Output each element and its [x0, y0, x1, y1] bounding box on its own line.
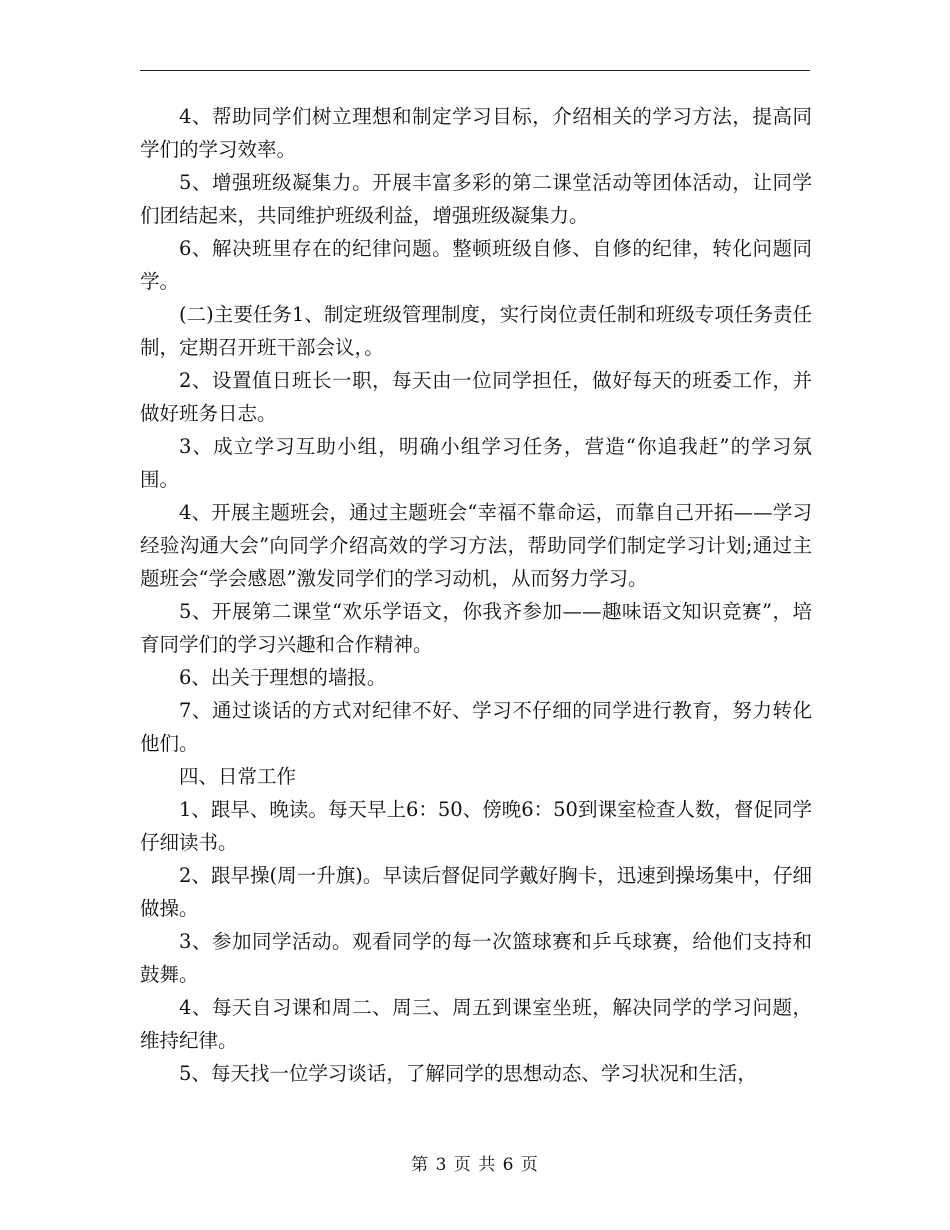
paragraph: 6、出关于理想的墙报。	[179, 666, 387, 689]
paragraph: 4、帮助同学们树立理想和制定学习目标，介绍相关的学习方法，提高同学们的学习效率。	[140, 105, 812, 161]
paragraph: 4、开展主题班会，通过主题班会“幸福不靠命运，而靠自己开拓——学习经验沟通大会”向同学介绍高效的学习方法，帮助同学们制定学习计划;通过主题班会“学会感恩”激发同学们的学习动机，从而努力学习。	[140, 501, 812, 590]
paragraph: 5、每天找一位学习谈话，了解同学的思想动态、学习状况和生活，	[179, 1062, 757, 1085]
paragraph: 7、通过谈话的方式对纪律不好、学习不仔细的同学进行教育，努力转化他们。	[140, 699, 812, 755]
paragraph: 5、开展第二课堂“欢乐学语文，你我齐参加——趣味语文知识竞赛”，培育同学们的学习兴趣和合作精神。	[140, 600, 812, 656]
paragraph: 3、成立学习互助小组，明确小组学习任务，营造“你追我赶”的学习氛围。	[140, 435, 812, 491]
section-heading: 四、日常工作	[179, 765, 297, 788]
paragraph: 5、增强班级凝集力。开展丰富多彩的第二课堂活动等团体活动，让同学们团结起来，共同维护班级利益，增强班级凝集力。	[140, 171, 812, 227]
paragraph: 3、参加同学活动。观看同学的每一次篮球赛和乒乓球赛，给他们支持和鼓舞。	[140, 930, 812, 986]
paragraph: (二)主要任务1、制定班级管理制度，实行岗位责任制和班级专项任务责任制，定期召开班干部会议，。	[140, 303, 812, 359]
paragraph: 2、设置值日班长一职，每天由一位同学担任，做好每天的班委工作，并做好班务日志。	[140, 369, 812, 425]
header-rule	[140, 70, 810, 71]
paragraph: 4、每天自习课和周二、周三、周五到课室坐班，解决同学的学习问题，维持纪律。	[140, 996, 812, 1052]
page-number: 第 3 页 共 6 页	[411, 1155, 539, 1175]
paragraph: 2、跟早操(周一升旗)。早读后督促同学戴好胸卡，迅速到操场集中，仔细做操。	[140, 864, 812, 920]
paragraph: 1、跟早、晚读。每天早上6：50、傍晚6：50到课室检查人数，督促同学仔细读书。	[140, 798, 812, 854]
document-body	[140, 100, 812, 1090]
paragraph: 6、解决班里存在的纪律问题。整顿班级自修、自修的纪律，转化问题同学。	[140, 237, 812, 293]
